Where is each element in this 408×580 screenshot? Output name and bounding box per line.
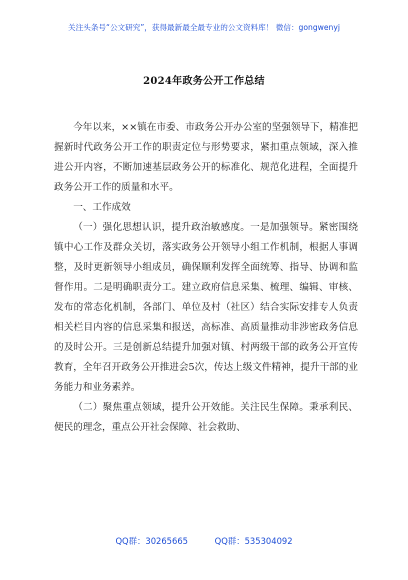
header-banner: 关注头条号“公文研究”，获得最新最全最专业的公文资料库！ 微信：gongwenyj: [68, 23, 340, 32]
qq-group-1: QQ群：30265665: [115, 536, 188, 546]
document-title: 2024年政务公开工作总结: [143, 76, 265, 87]
section-paragraph-1: （一）强化思想认识，提升政治敏感度。一是加强领导。紧密围绕镇中心工作及群众关切，落实政务公开领导小组工作机制，根据人事调整，及时更新领导小组成员，确保顺利发挥全面统筹、指导、协调和监督作用。二是明确职责分工。建立政府信息采集、梳理、编辑、审核、发布的常态化机制，各部门、单位及村（社区）结合实际安排专人负责相关栏目内容的信息采集和报送，高标准、高质量推动非涉密政务信息的及时公开。三是创新总结提升加强对镇、村两级干部的政务公开宣传教育，全年召开政务公开推进会5次，传达上级文件精神，提升干部的业务能力和业务素养。: [54, 222, 358, 393]
footer-qq-groups: [0, 535, 408, 547]
document-body: [54, 118, 358, 438]
intro-paragraph: 今年以来，××镇在市委、市政务公开办公室的坚强领导下，精准把握新时代政务公开工作的职责定位与形势要求，紧扣重点领域，深入推进公开内容，不断加速基层政务公开的标准化、规范化进程，全面提升政务公开工作的质量和水平。: [54, 122, 358, 193]
section-paragraph-2: （二）聚焦重点领域，提升公开效能。关注民生保障。秉承利民、便民的理念，重点公开社会保障、社会救助、: [54, 402, 358, 433]
section-heading: 一、工作成效: [73, 202, 131, 213]
qq-group-2: QQ群：535304092: [214, 536, 293, 546]
